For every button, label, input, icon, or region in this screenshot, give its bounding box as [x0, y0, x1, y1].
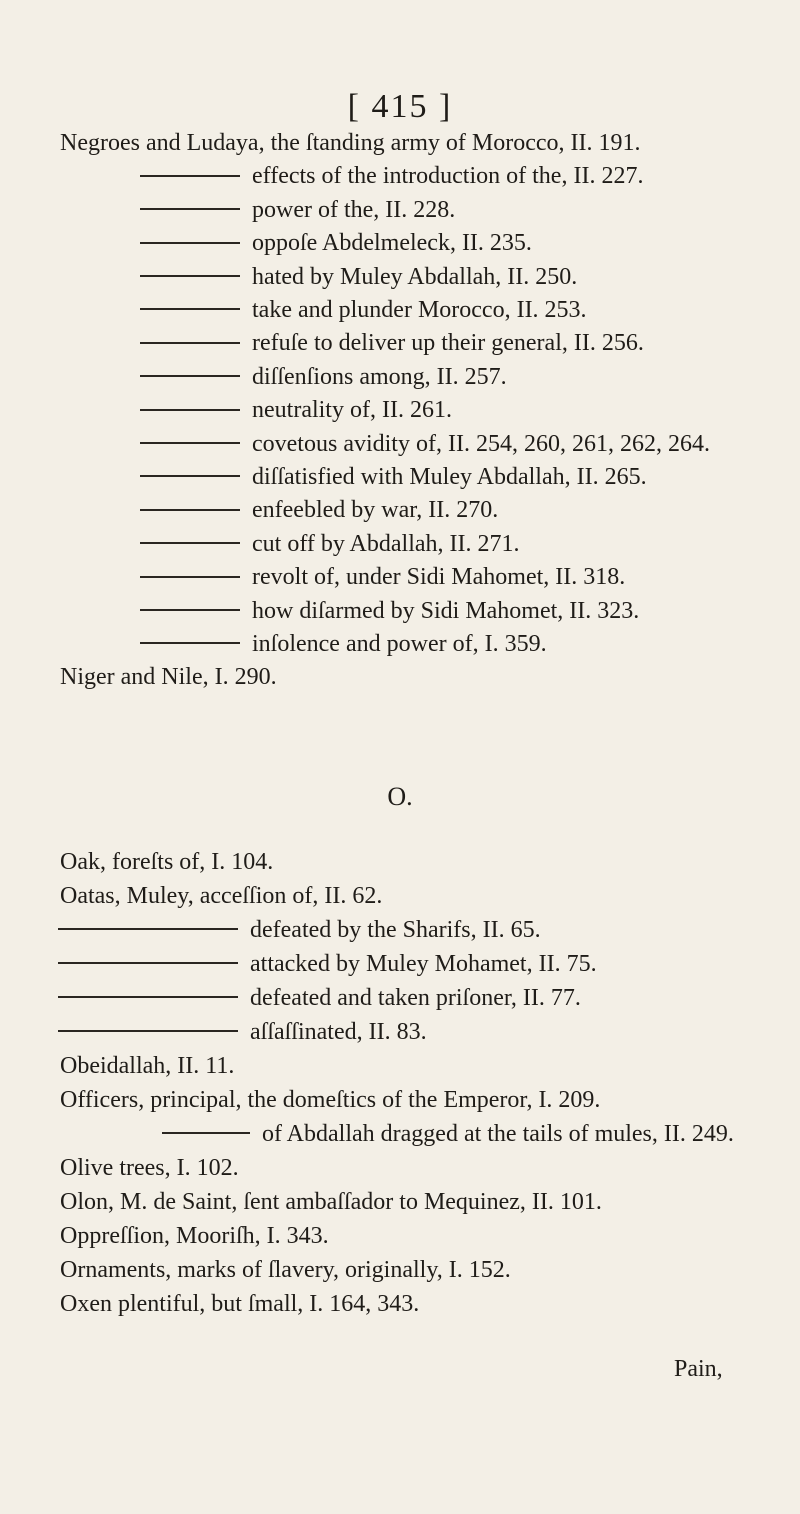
entry-text: Obeidallah, II. 11.	[60, 1053, 235, 1079]
entry-text: diſſatisfied with Muley Abdallah, II. 265.	[252, 464, 647, 490]
entry-text: Oxen plentiful, but ſmall, I. 164, 343.	[60, 1291, 420, 1317]
ditto-dash	[58, 996, 238, 998]
page-number-header: [ 415 ]	[347, 88, 453, 125]
entry-text: aſſaſſinated, II. 83.	[250, 1019, 427, 1045]
index-entry	[60, 128, 641, 158]
entry-text: covetous avidity of, II. 254, 260, 261, 262, 264.	[252, 430, 710, 457]
entry-text: how diſarmed by Sidi Mahomet, II. 323.	[252, 597, 640, 624]
entry-text: attacked by Muley Mohamet, II. 75.	[250, 951, 597, 977]
entry-text: revolt of, under Sidi Mahomet, II. 318.	[252, 564, 626, 591]
index-entry	[60, 1289, 419, 1319]
index-subentry	[140, 596, 639, 626]
index-subentry	[140, 328, 644, 358]
entry-text: power of the, II. 228.	[252, 196, 456, 223]
ditto-dash	[58, 928, 238, 930]
entry-text: Niger and Nile, I. 290.	[60, 664, 277, 691]
index-subentry	[140, 395, 452, 425]
entry-text: effects of the introduction of the, II. 227.	[252, 163, 644, 190]
ditto-dash	[140, 542, 240, 544]
index-subentry	[140, 429, 710, 459]
index-entry	[60, 662, 277, 692]
entry-text: take and plunder Morocco, II. 253.	[252, 297, 587, 323]
entry-text: neutrality of, II. 261.	[252, 397, 452, 424]
entry-text: Oppreſſion, Mooriſh, I. 343.	[60, 1223, 329, 1249]
ditto-dash	[58, 962, 238, 964]
entry-text: Oatas, Muley, acceſſion of, II. 62.	[60, 883, 383, 909]
ditto-dash	[140, 175, 240, 177]
entry-text: of Abdallah dragged at the tails of mules, II. 249.	[262, 1121, 734, 1147]
index-subentry	[58, 949, 597, 979]
entry-text: enfeebled by war, II. 270.	[252, 497, 499, 524]
index-entry	[60, 1187, 602, 1217]
ditto-dash	[140, 275, 240, 277]
index-entry	[60, 1085, 600, 1115]
index-subentry	[140, 295, 587, 325]
index-subentry	[162, 1119, 734, 1149]
index-subentry	[58, 983, 581, 1013]
ditto-dash	[140, 342, 240, 344]
index-subentry	[58, 915, 541, 945]
entry-text: hated by Muley Abdallah, II. 250.	[252, 263, 578, 290]
index-subentry	[140, 529, 520, 559]
index-subentry	[140, 262, 577, 292]
catchword: Pain,	[674, 1356, 723, 1382]
ditto-dash	[140, 576, 240, 578]
entry-text: Olive trees, I. 102.	[60, 1155, 239, 1181]
index-entry	[60, 847, 273, 877]
entry-text: Officers, principal, the domeſtics of the Emperor, I. 209.	[60, 1087, 601, 1113]
index-subentry	[140, 495, 498, 525]
index-subentry	[140, 161, 643, 191]
index-subentry	[140, 228, 532, 258]
ditto-dash	[140, 609, 240, 611]
entry-text: defeated and taken priſoner, II. 77.	[250, 985, 581, 1011]
ditto-dash	[140, 242, 240, 244]
index-subentry	[140, 362, 507, 392]
ditto-dash	[140, 308, 240, 310]
index-subentry	[140, 462, 647, 492]
ditto-dash	[140, 375, 240, 377]
entry-text: defeated by the Sharifs, II. 65.	[250, 917, 541, 943]
entry-text: cut off by Abdallah, II. 271.	[252, 530, 520, 557]
ditto-dash	[140, 509, 240, 511]
entry-text: oppoſe Abdelmeleck, II. 235.	[252, 230, 532, 257]
index-entry	[60, 881, 382, 911]
index-subentry	[140, 562, 625, 592]
index-subentry	[140, 629, 547, 659]
entry-text: Ornaments, marks of ſlavery, originally, I. 152.	[60, 1257, 511, 1283]
ditto-dash	[140, 442, 240, 444]
ditto-dash	[162, 1132, 250, 1134]
index-subentry	[140, 195, 455, 225]
index-entry	[60, 1051, 234, 1081]
entry-text: Negroes and Ludaya, the ſtanding army of Morocco, II. 191.	[60, 130, 641, 156]
entry-text: diſſenſions among, II. 257.	[252, 363, 507, 390]
ditto-dash	[58, 1030, 238, 1032]
section-heading-o: O.	[387, 782, 413, 811]
index-entry	[60, 1153, 239, 1183]
ditto-dash	[140, 208, 240, 210]
entry-text: refuſe to deliver up their general, II. 256.	[252, 330, 644, 357]
entry-text: Olon, M. de Saint, ſent ambaſſador to Mequinez, II. 101.	[60, 1189, 602, 1215]
ditto-dash	[140, 475, 240, 477]
entry-text: inſolence and power of, I. 359.	[252, 631, 547, 657]
index-entry	[60, 1221, 329, 1251]
entry-text: Oak, foreſts of, I. 104.	[60, 849, 274, 875]
index-subentry	[58, 1017, 427, 1047]
ditto-dash	[140, 642, 240, 644]
index-entry	[60, 1255, 511, 1285]
ditto-dash	[140, 409, 240, 411]
